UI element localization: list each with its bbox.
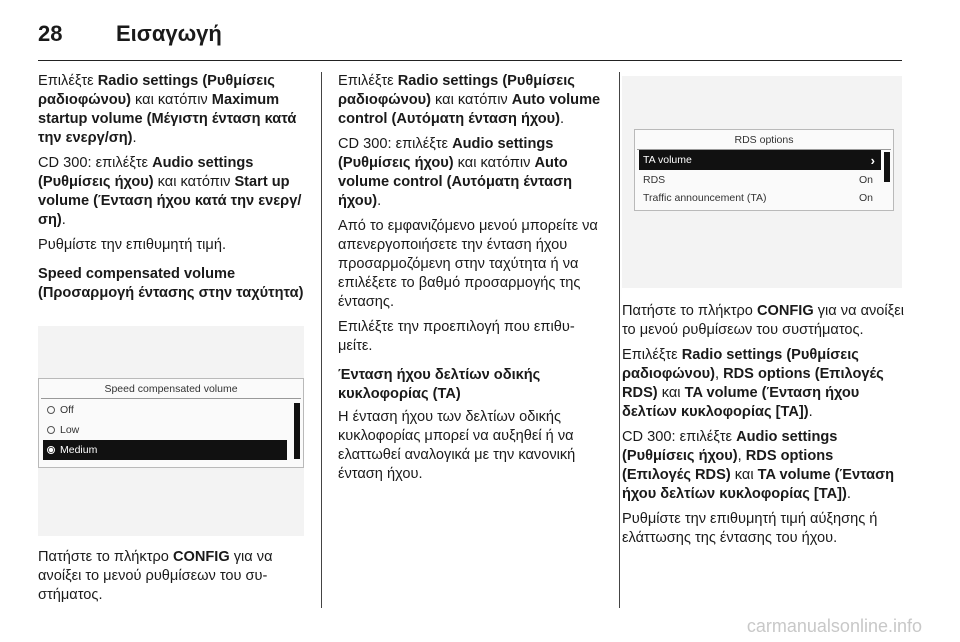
column-3: [622, 302, 904, 554]
page-number: 28: [38, 21, 63, 46]
radio-button-icon: [47, 446, 55, 454]
header-divider: [38, 60, 902, 61]
paragraph: CD 300: επιλέξτε Audio settings (Ρυθμίσεις ήχου) και κατόπιν Auto volume control (Αυτόματη ένταση ήχου).: [338, 136, 573, 209]
menu-item-rds[interactable]: RDS On: [643, 174, 873, 186]
paragraph: Η ένταση ήχου των δελτίων οδικής κυκλοφορίας μπορεί να αυξηθεί ή να ελαττωθεί αναλογικά με την κανονική ένταση ήχου.: [338, 409, 576, 482]
option-medium[interactable]: Medium: [43, 440, 287, 460]
paragraph: Επιλέξτε Radio settings (Ρυθμίσεις ραδιοφώνου) και κατόπιν Maximum startup volume (Μέγιστη ένταση κατά την ενεργ/ση).: [38, 73, 297, 146]
screen-title: RDS options: [734, 134, 794, 146]
section-heading: Ένταση ήχου δελτίων οδικής κυκλοφορίας (TA): [338, 367, 541, 402]
ta-value: On: [858, 192, 873, 204]
page-header: [38, 14, 222, 54]
paragraph: Ρυθμίστε την επιθυμητή τιμή αύξησης ή ελάττωσης της έντασης του ήχου.: [622, 511, 878, 546]
column-1: [38, 72, 304, 307]
column-divider-2: [619, 72, 620, 608]
screen-title: Speed compensated volume: [104, 383, 238, 395]
paragraph: Επιλέξτε Radio settings (Ρυθμίσεις ραδιοφώνου), RDS options (Επιλογές RDS) και TA volume (Ένταση ήχου δελτίων κυκλοφορίας [TA]).: [622, 347, 884, 420]
column-1-bottom: [38, 548, 304, 611]
display-screen: [38, 378, 304, 468]
radio-button-icon: [47, 426, 55, 434]
paragraph: Πατήστε το πλήκτρο CONFIG για να ανοίξει το μενού ρυθμίσεων του συστήματος.: [38, 549, 273, 603]
chevron-right-icon: ›: [870, 152, 875, 168]
column-2: [338, 72, 604, 490]
menu-item-ta-volume[interactable]: TA volume ›: [639, 150, 881, 170]
radio-button-icon: [47, 406, 55, 414]
scrollbar[interactable]: [294, 403, 300, 459]
column-divider-1: [321, 72, 322, 608]
paragraph: CD 300: επιλέξτε Audio settings (Ρυθμίσεις ήχου) και κατόπιν Start up volume (Ένταση ήχου κατά την ενεργ/ση).: [38, 155, 302, 228]
menu-item-traffic-announcement[interactable]: Traffic announcement (TA) On: [643, 192, 873, 204]
paragraph: Πατήστε το πλήκτρο CONFIG για να ανοίξει το μενού ρυθμίσεων του συστήματος.: [622, 303, 904, 338]
paragraph: Επιλέξτε Radio settings (Ρυθμίσεις ραδιοφώνου) και κατόπιν Auto volume control (Αυτόματη ένταση ήχου).: [338, 73, 601, 127]
screen-title-divider: [41, 398, 301, 399]
screenshot-rds-options: [622, 76, 902, 288]
screenshot-speed-compensated-volume: [38, 326, 304, 536]
paragraph: Ρυθμίστε την επιθυμητή τιμή.: [38, 237, 227, 253]
page-title: Εισαγωγή: [116, 21, 222, 46]
section-heading: Speed compensated volume (Προσαρμογή έντασης στην ταχύτητα): [38, 266, 304, 301]
paragraph: CD 300: επιλέξτε Audio settings (Ρυθμίσεις ήχου), RDS options (Επιλογές RDS) και TA volume (Ένταση ήχου δελτίων κυκλοφορίας [TA]).: [622, 429, 895, 502]
option-off[interactable]: Off: [43, 400, 285, 420]
watermark: carmanualsonline.info: [746, 616, 922, 636]
option-low[interactable]: Low: [43, 420, 285, 440]
paragraph: Επιλέξτε την προεπιλογή που επιθυμείτε.: [338, 319, 575, 354]
paragraph: Από το εμφανιζόμενο μενού μπορείτε να απενεργοποιήσετε την ένταση ήχου προσαρμοζόμενη στην ταχύτητα ή να επιλέξετε το βαθμό προσαρμογής της έντασης.: [338, 218, 598, 310]
rds-value: On: [858, 174, 873, 186]
display-screen: [634, 129, 894, 211]
scrollbar[interactable]: [884, 152, 890, 182]
